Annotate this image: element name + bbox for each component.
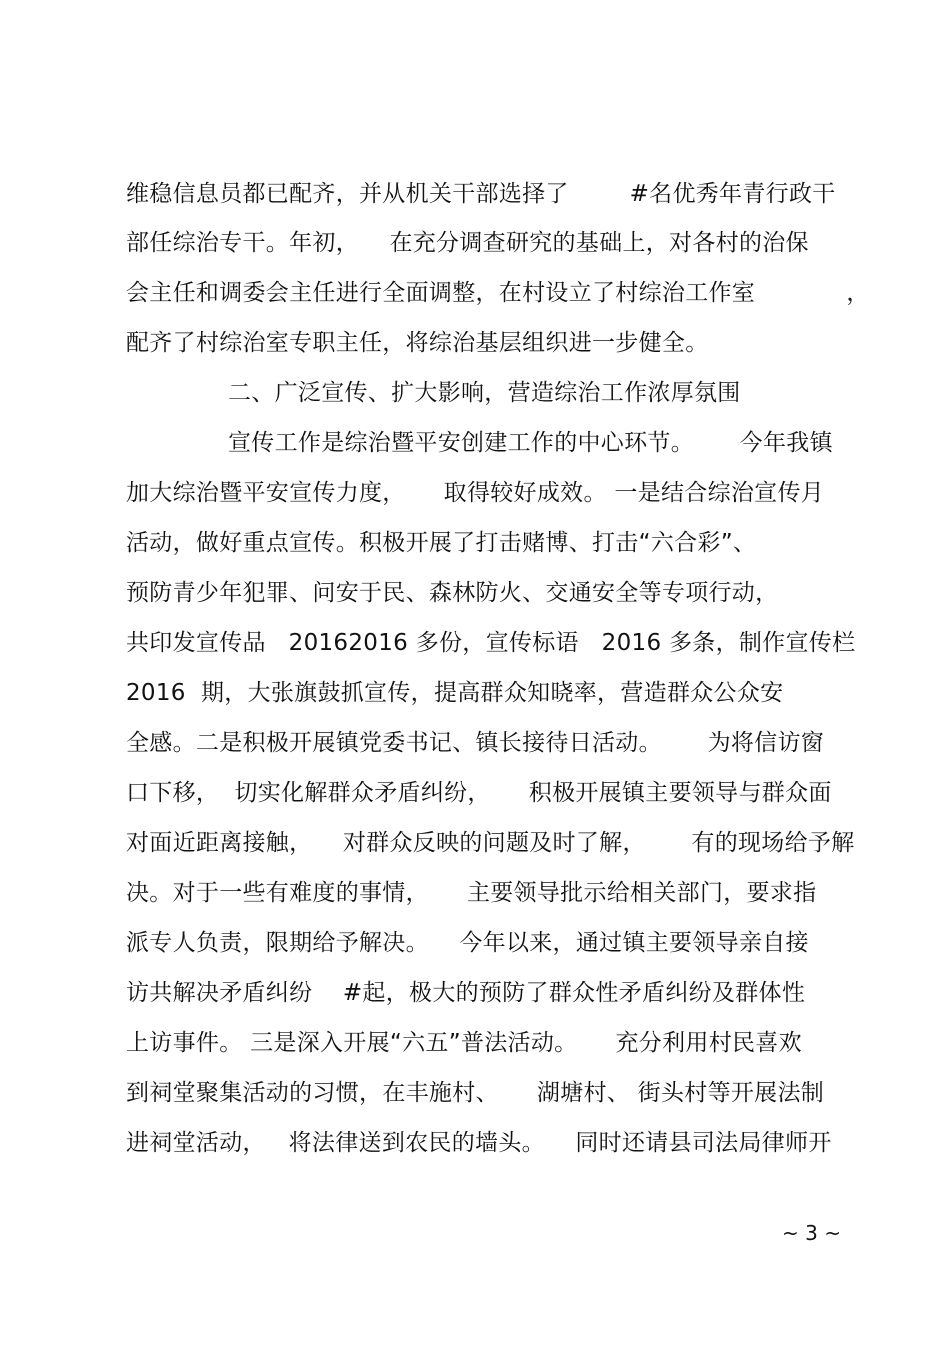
text-line: 维稳信息员都已配齐，并从机关干部选择了 #名优秀年青行政干: [126, 181, 836, 207]
text-line: 会主任和调委会主任进行全面调整，在村设立了村综治工作室 ，: [126, 280, 870, 306]
text-line: 配齐了村综治室专职主任，将综治基层组织进一步健全。: [126, 330, 709, 356]
text-line: 2016 期，大张旗鼓抓宣传，提高群众知晓率，营造群众公众安: [126, 680, 784, 706]
page-number: ~ 3 ~: [782, 1221, 841, 1245]
text-line: 共印发宣传品 20162016 多份，宣传标语 2016 多条，制作宣传栏: [126, 630, 856, 656]
text-line: 对面近距离接触， 对群众反映的问题及时了解， 有的现场给予解: [126, 830, 855, 856]
text-line: 决。对于一些有难度的事情， 主要领导批示给相关部门，要求指: [126, 880, 817, 906]
text-line: 口下移， 切实化解群众矛盾纠纷， 积极开展镇主要领导与群众面: [126, 780, 832, 806]
section-heading: 二、广泛宣传、扩大影响，营造综治工作浓厚氛围: [228, 380, 741, 406]
text-line: 上访事件。 三是深入开展“六五”普法活动。 充分利用村民喜欢: [126, 1030, 802, 1056]
text-line: 加大综治暨平安宣传力度， 取得较好成效。 一是结合综治宣传月: [126, 480, 825, 506]
text-line: 派专人负责，限期给予解决。 今年以来，通过镇主要领导亲自接: [126, 930, 809, 956]
text-line: 访共解决矛盾纠纷 #起，极大的预防了群众性矛盾纠纷及群体性: [126, 980, 806, 1006]
text-line: 活动，做好重点宣传。积极开展了打击赌博、打击“六合彩”、: [126, 530, 757, 556]
text-line: 到祠堂聚集活动的习惯，在丰施村、 湖塘村、 街头村等开展法制: [126, 1080, 825, 1106]
text-line: 全感。二是积极开展镇党委书记、镇长接待日活动。 为将信访窗: [126, 730, 825, 756]
text-line: 部任综治专干。年初， 在充分调查研究的基础上，对各村的治保: [126, 230, 809, 256]
text-line: 进祠堂活动， 将法律送到农民的墙头。 同时还请县司法局律师开: [126, 1130, 832, 1156]
text-line: 预防青少年犯罪、问安于民、森林防火、交通安全等专项行动，: [126, 580, 779, 606]
text-line: 宣传工作是综治暨平安创建工作的中心环节。 今年我镇: [228, 430, 833, 456]
